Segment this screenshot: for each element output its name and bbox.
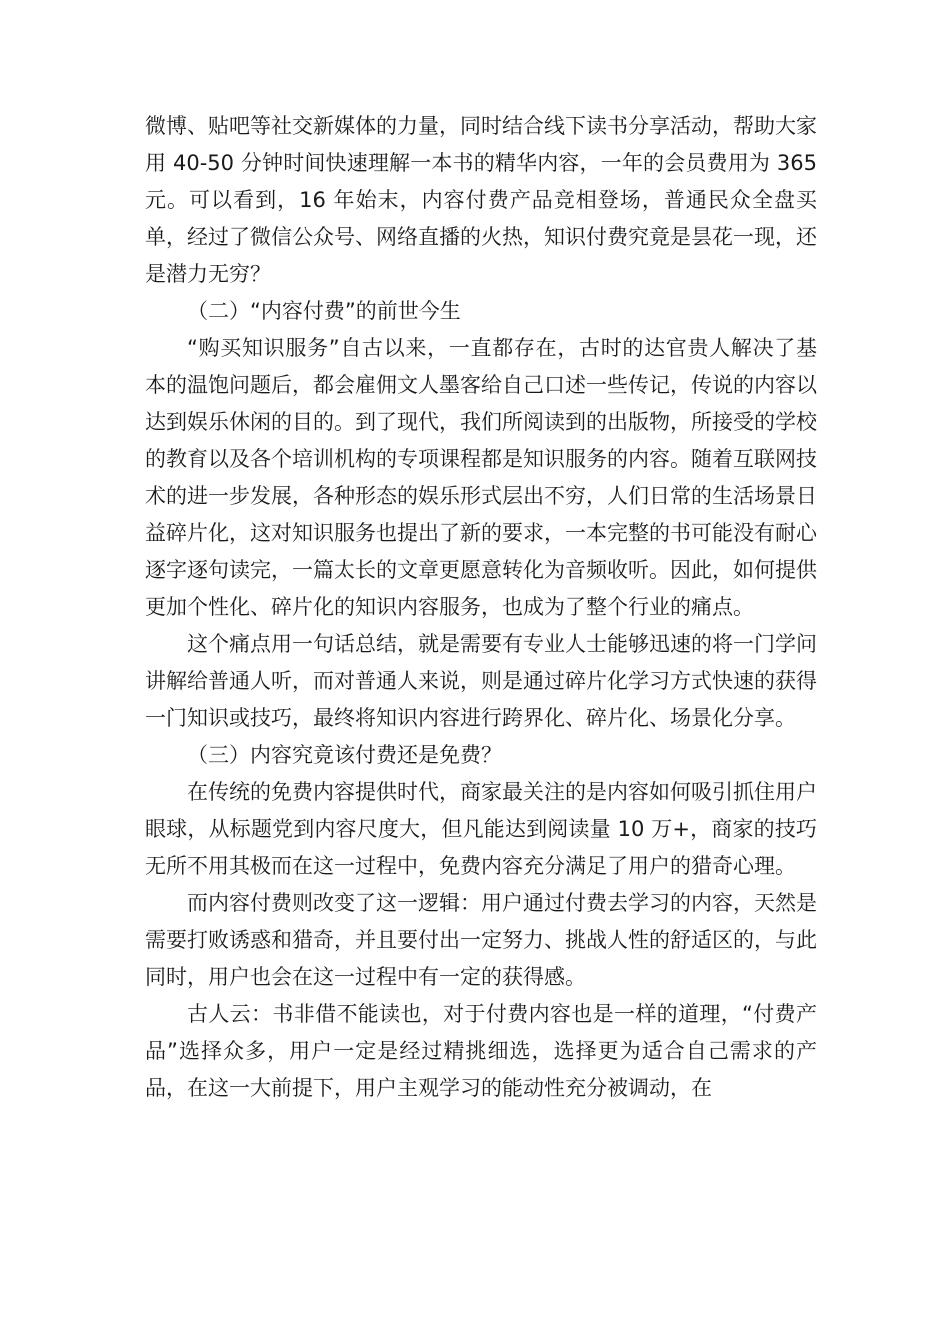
body-paragraph: “购买知识服务”自古以来，一直都存在，古时的达官贵人解决了基本的温饱问题后，都会雇佣文人墨客给自己口述一些传记，传说的内容以达到娱乐休闲的目的。到了现代，我们所阅读到的出版物，所接受的学校的教育以及各个培训机构的专项课程都是知识服务的内容。随着互联网技术的进一步发展，各种形态的娱乐形式层出不穷，人们日常的生活场景日益碎片化，这对知识服务也提出了新的要求，一本完整的书可能没有耐心逐字逐句读完，一篇太长的文章更愿意转化为音频收听。因此，如何提供更加个性化、碎片化的知识内容服务，也成为了整个行业的痛点。 (145, 336, 817, 619)
section-heading-2: （二）“内容付费”的前世今生 (187, 299, 461, 323)
body-paragraph: 古人云：书非借不能读也，对于付费内容也是一样的道理，“付费产品”选择众多，用户一定是经过精挑细选，选择更为适合自己需求的产品，在这一大前提下，用户主观学习的能动性充分被调动，在 (145, 1002, 817, 1100)
body-paragraph: 而内容付费则改变了这一逻辑：用户通过付费去学习的内容，天然是需要打败诱惑和猎奇，并且要付出一定努力、挑战人性的舒适区的，与此同时，用户也会在这一过程中有一定的获得感。 (145, 891, 817, 989)
document-body (145, 108, 817, 1107)
section-heading-3: （三）内容究竟该付费还是免费？ (187, 743, 502, 767)
body-paragraph: 在传统的免费内容提供时代，商家最关注的是内容如何吸引抓住用户眼球，从标题党到内容尺度大，但凡能达到阅读量 10 万+，商家的技巧无所不用其极而在这一过程中，免费内容充分满足了用户的猎奇心理。 (145, 780, 817, 878)
body-paragraph: 微博、贴吧等社交新媒体的力量，同时结合线下读书分享活动，帮助大家用 40-50 分钟时间快速理解一本书的精华内容，一年的会员费用为 365 元。可以看到，16 年始末，内容付费产品竞相登场，普通民众全盘买单，经过了微信公众号、网络直播的火热，知识付费究竟是昙花一现，还是潜力无穷？ (145, 114, 817, 286)
body-paragraph: 这个痛点用一句话总结，就是需要有专业人士能够迅速的将一门学问讲解给普通人听，而对普通人来说，则是通过碎片化学习方式快速的获得一门知识或技巧，最终将知识内容进行跨界化、碎片化、场景化分享。 (145, 632, 817, 730)
